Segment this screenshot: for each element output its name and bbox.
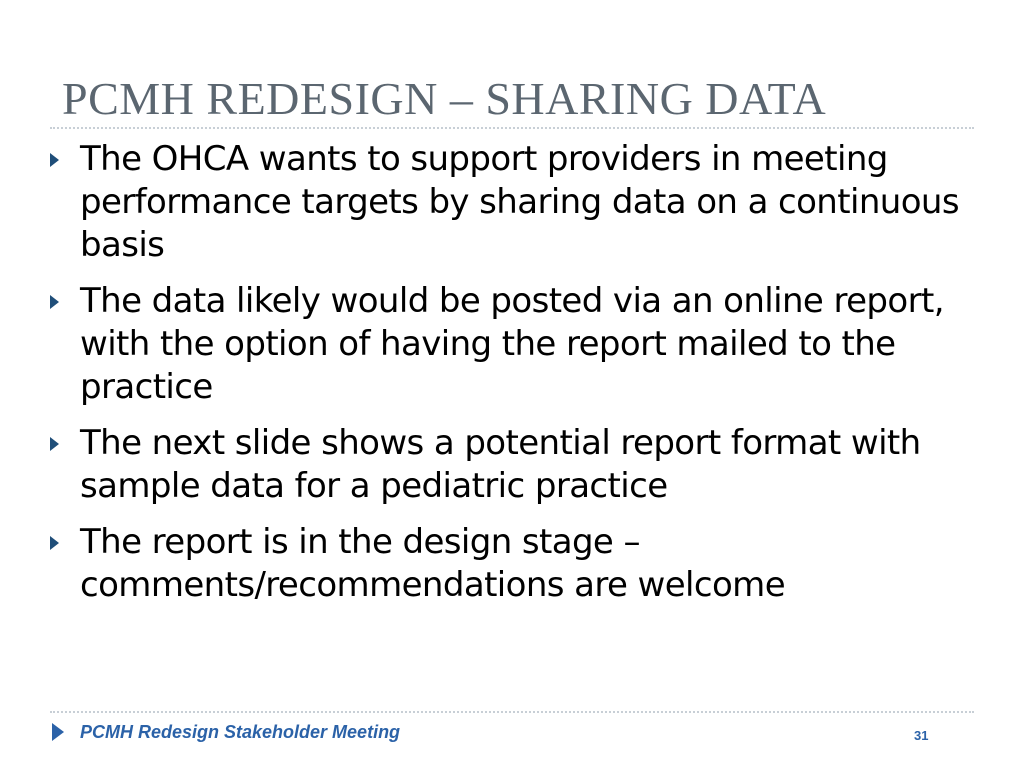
bullet-item	[48, 280, 978, 409]
title-divider	[50, 127, 974, 129]
triangle-bullet-icon	[50, 536, 59, 550]
triangle-bullet-icon	[50, 153, 59, 167]
bullet-text: The next slide shows a potential report format with sample data for a pediatric practice	[80, 423, 921, 506]
footer-title: PCMH Redesign Stakeholder Meeting	[80, 722, 401, 742]
bullet-item	[48, 138, 978, 267]
bullet-text: The report is in the design stage – comments/recommendations are welcome	[80, 522, 786, 605]
bullet-list	[48, 138, 978, 620]
bullet-item	[48, 422, 978, 508]
slide-title: PCMH REDESIGN – SHARING DATA	[62, 73, 827, 124]
page-number: 31	[914, 728, 929, 743]
bullet-item	[48, 521, 978, 607]
footer-divider	[50, 711, 974, 713]
triangle-bullet-icon	[50, 295, 59, 309]
bullet-text: The OHCA wants to support providers in meeting performance targets by sharing data on a continuous basis	[80, 139, 960, 265]
bullet-text: The data likely would be posted via an online report, with the option of having the report mailed to the practice	[80, 281, 944, 407]
triangle-bullet-icon	[50, 437, 59, 451]
footer-arrow-icon	[52, 723, 64, 741]
